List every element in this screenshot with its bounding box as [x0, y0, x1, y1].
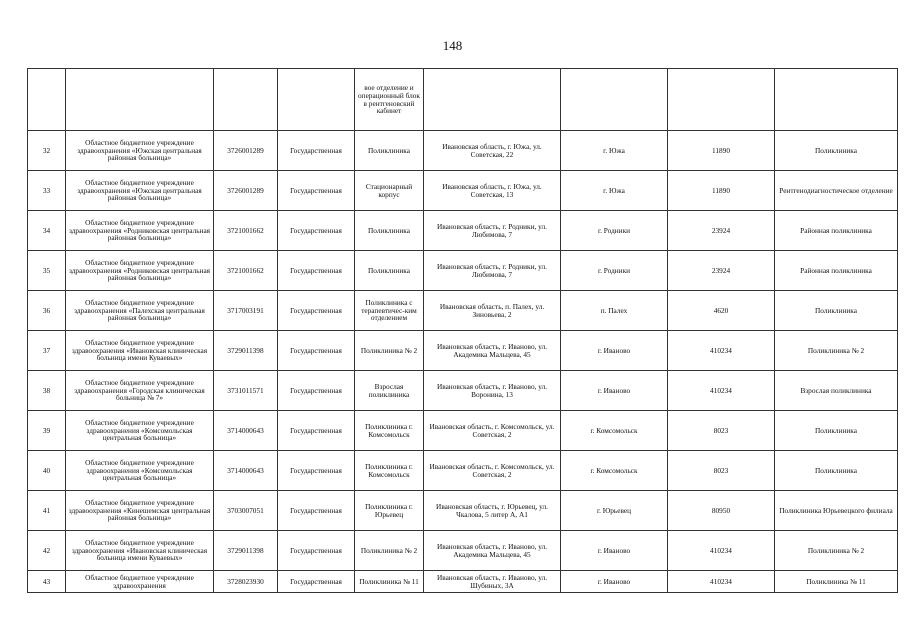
- institution-cell: Областное бюджетное учреждение здравоохранения «Ивановская клиническая больница имени Куваевых»: [66, 531, 214, 571]
- population-cell: [668, 69, 775, 131]
- unit-cell: Поликлиника: [355, 211, 424, 251]
- note-cell: Поликлиника № 2: [775, 331, 898, 371]
- population-cell: 23924: [668, 211, 775, 251]
- table-row: [28, 571, 898, 593]
- institution-cell: Областное бюджетное учреждение здравоохранения «Родниковская центральная районная больница»: [66, 211, 214, 251]
- row-number-cell: 36: [28, 291, 66, 331]
- note-cell: Взрослая поликлиника: [775, 371, 898, 411]
- inn-cell: 3714000643: [214, 451, 278, 491]
- table-row: [28, 251, 898, 291]
- unit-cell: Поликлиника: [355, 131, 424, 171]
- unit-cell: вое отделение и операционный блок в рентгеновский кабинет: [355, 69, 424, 131]
- inn-cell: 3729011398: [214, 531, 278, 571]
- address-cell: Ивановская область, г. Иваново, ул. Шубиных, 3А: [424, 571, 561, 593]
- institution-cell: [66, 69, 214, 131]
- address-cell: Ивановская область, п. Палех, ул. Зиновьева, 2: [424, 291, 561, 331]
- institution-cell: Областное бюджетное учреждение здравоохранения «Родниковская центральная районная больница»: [66, 251, 214, 291]
- address-cell: [424, 69, 561, 131]
- row-number-cell: 39: [28, 411, 66, 451]
- table-row: [28, 171, 898, 211]
- locality-cell: г. Родники: [561, 251, 668, 291]
- locality-cell: г. Юрьевец: [561, 491, 668, 531]
- institution-cell: Областное бюджетное учреждение здравоохранения «Кинешемская центральная районная больница»: [66, 491, 214, 531]
- note-cell: Поликлиника Юрьевецкого филиала: [775, 491, 898, 531]
- address-cell: Ивановская область, г. Юрьевец, ул. Чкалова, 5 литер А, А1: [424, 491, 561, 531]
- ownership-cell: Государственная: [278, 411, 355, 451]
- ownership-cell: Государственная: [278, 531, 355, 571]
- locality-cell: г. Южа: [561, 131, 668, 171]
- row-number-cell: 32: [28, 131, 66, 171]
- note-cell: Поликлиника: [775, 451, 898, 491]
- ownership-cell: Государственная: [278, 331, 355, 371]
- unit-cell: Поликлиника г. Юрьевец: [355, 491, 424, 531]
- unit-cell: Стационарный корпус: [355, 171, 424, 211]
- row-number-cell: 35: [28, 251, 66, 291]
- institution-cell: Областное бюджетное учреждение здравоохранения «Городская клиническая больница № 7»: [66, 371, 214, 411]
- institution-cell: Областное бюджетное учреждение здравоохранения «Южская центральная районная больница»: [66, 131, 214, 171]
- row-number-cell: 43: [28, 571, 66, 593]
- note-cell: Районная поликлиника: [775, 251, 898, 291]
- population-cell: 8023: [668, 411, 775, 451]
- address-cell: Ивановская область, г. Комсомольск, ул. Советская, 2: [424, 451, 561, 491]
- population-cell: 8023: [668, 451, 775, 491]
- note-cell: Поликлиника: [775, 291, 898, 331]
- institution-cell: Областное бюджетное учреждение здравоохранения: [66, 571, 214, 593]
- ownership-cell: Государственная: [278, 131, 355, 171]
- row-number-cell: 42: [28, 531, 66, 571]
- unit-cell: Поликлиника № 2: [355, 531, 424, 571]
- address-cell: Ивановская область, г. Южа, ул. Советская, 13: [424, 171, 561, 211]
- table-row: [28, 211, 898, 251]
- population-cell: 11890: [668, 171, 775, 211]
- table-row: [28, 531, 898, 571]
- row-number-cell: 33: [28, 171, 66, 211]
- address-cell: Ивановская область, г. Комсомольск, ул. Советская, 2: [424, 411, 561, 451]
- population-cell: 410234: [668, 571, 775, 593]
- note-cell: [775, 69, 898, 131]
- table-row: [28, 411, 898, 451]
- locality-cell: г. Иваново: [561, 331, 668, 371]
- population-cell: 410234: [668, 371, 775, 411]
- population-cell: 23924: [668, 251, 775, 291]
- address-cell: Ивановская область, г. Родники, ул. Любимова, 7: [424, 251, 561, 291]
- ownership-cell: Государственная: [278, 291, 355, 331]
- ownership-cell: Государственная: [278, 371, 355, 411]
- population-cell: 80950: [668, 491, 775, 531]
- ownership-cell: Государственная: [278, 451, 355, 491]
- address-cell: Ивановская область, г. Иваново, ул. Академика Мальцева, 45: [424, 531, 561, 571]
- population-cell: 4620: [668, 291, 775, 331]
- ownership-cell: Государственная: [278, 211, 355, 251]
- table-row: [28, 131, 898, 171]
- institution-cell: Областное бюджетное учреждение здравоохранения «Палехская центральная районная больница»: [66, 291, 214, 331]
- note-cell: Районная поликлиника: [775, 211, 898, 251]
- locality-cell: г. Комсомольск: [561, 411, 668, 451]
- population-cell: 11890: [668, 131, 775, 171]
- unit-cell: Поликлиника с терапевтичес-ким отделением: [355, 291, 424, 331]
- table-row: [28, 331, 898, 371]
- table-body: [28, 69, 898, 593]
- inn-cell: 3721001662: [214, 211, 278, 251]
- unit-cell: Поликлиника № 2: [355, 331, 424, 371]
- locality-cell: г. Иваново: [561, 371, 668, 411]
- inn-cell: 3731011571: [214, 371, 278, 411]
- unit-cell: Взрослая поликлиника: [355, 371, 424, 411]
- institution-cell: Областное бюджетное учреждение здравоохранения «Комсомольская центральная больница»: [66, 411, 214, 451]
- row-number-cell: 34: [28, 211, 66, 251]
- inn-cell: 3721001662: [214, 251, 278, 291]
- locality-cell: п. Палех: [561, 291, 668, 331]
- note-cell: Поликлиника № 2: [775, 531, 898, 571]
- address-cell: Ивановская область, г. Южа, ул. Советская, 22: [424, 131, 561, 171]
- institution-cell: Областное бюджетное учреждение здравоохранения «Комсомольская центральная больница»: [66, 451, 214, 491]
- locality-cell: [561, 69, 668, 131]
- ownership-cell: Государственная: [278, 251, 355, 291]
- ownership-cell: Государственная: [278, 491, 355, 531]
- row-number-cell: 40: [28, 451, 66, 491]
- inn-cell: 3728023930: [214, 571, 278, 593]
- inn-cell: 3717003191: [214, 291, 278, 331]
- inn-cell: 3726001289: [214, 171, 278, 211]
- note-cell: Поликлиника: [775, 131, 898, 171]
- locality-cell: г. Комсомольск: [561, 451, 668, 491]
- address-cell: Ивановская область, г. Родники, ул. Любимова, 7: [424, 211, 561, 251]
- row-number-cell: 41: [28, 491, 66, 531]
- healthcare-registry-table: [27, 68, 898, 593]
- unit-cell: Поликлиника: [355, 251, 424, 291]
- locality-cell: г. Иваново: [561, 531, 668, 571]
- address-cell: Ивановская область, г. Иваново, ул. Воронина, 13: [424, 371, 561, 411]
- note-cell: Рентгенодиагностическое отделение: [775, 171, 898, 211]
- table-row: [28, 371, 898, 411]
- institution-cell: Областное бюджетное учреждение здравоохранения «Южская центральная районная больница»: [66, 171, 214, 211]
- locality-cell: г. Южа: [561, 171, 668, 211]
- table-row: [28, 69, 898, 131]
- ownership-cell: [278, 69, 355, 131]
- ownership-cell: Государственная: [278, 571, 355, 593]
- row-number-cell: 37: [28, 331, 66, 371]
- table-row: [28, 451, 898, 491]
- inn-cell: [214, 69, 278, 131]
- row-number-cell: [28, 69, 66, 131]
- population-cell: 410234: [668, 531, 775, 571]
- table-row: [28, 491, 898, 531]
- ownership-cell: Государственная: [278, 171, 355, 211]
- unit-cell: Поликлиника г. Комсомольск: [355, 411, 424, 451]
- institution-cell: Областное бюджетное учреждение здравоохранения «Ивановская клиническая больница имени Куваевых»: [66, 331, 214, 371]
- locality-cell: г. Иваново: [561, 571, 668, 593]
- unit-cell: Поликлиника г. Комсомольск: [355, 451, 424, 491]
- inn-cell: 3714000643: [214, 411, 278, 451]
- row-number-cell: 38: [28, 371, 66, 411]
- inn-cell: 3726001289: [214, 131, 278, 171]
- inn-cell: 3703007051: [214, 491, 278, 531]
- population-cell: 410234: [668, 331, 775, 371]
- locality-cell: г. Родники: [561, 211, 668, 251]
- note-cell: Поликлиника № 11: [775, 571, 898, 593]
- address-cell: Ивановская область, г. Иваново, ул. Академика Мальцева, 45: [424, 331, 561, 371]
- inn-cell: 3729011398: [214, 331, 278, 371]
- page-number: 148: [442, 38, 463, 53]
- table-row: [28, 291, 898, 331]
- note-cell: Поликлиника: [775, 411, 898, 451]
- unit-cell: Поликлиника № 11: [355, 571, 424, 593]
